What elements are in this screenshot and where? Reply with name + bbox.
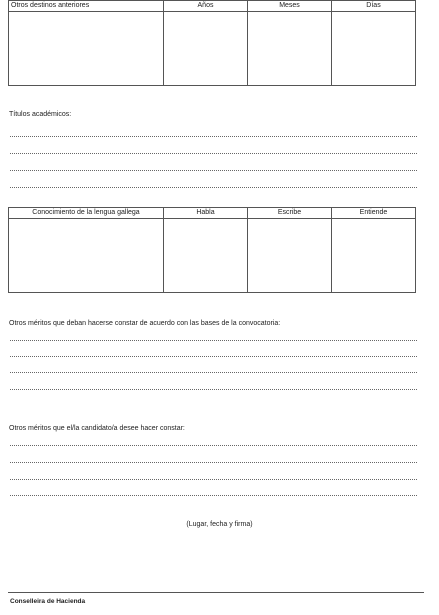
footer-divider — [8, 592, 424, 593]
academic-titles-label: Títulos académicos: — [9, 111, 72, 118]
table-row — [9, 12, 416, 86]
other-merits-candidate-line[interactable] — [10, 495, 417, 496]
column-header-days: Días — [332, 1, 416, 12]
destinations-cell[interactable] — [9, 12, 164, 86]
other-merits-candidate-label: Otros méritos que el/la candidato/a desee hacer constar: — [9, 425, 185, 432]
column-header-understands: Entiende — [332, 208, 416, 219]
table-header-row — [9, 208, 416, 219]
galician-language-table — [8, 207, 416, 293]
academic-titles-line[interactable] — [10, 187, 417, 188]
understands-cell[interactable] — [332, 219, 416, 293]
academic-titles-line[interactable] — [10, 136, 417, 137]
other-merits-bases-line[interactable] — [10, 340, 417, 341]
table-header-row — [9, 1, 416, 12]
previous-destinations-table — [8, 0, 416, 86]
column-header-months: Meses — [248, 1, 332, 12]
table-row — [9, 219, 416, 293]
other-merits-candidate-line[interactable] — [10, 445, 417, 446]
other-merits-bases-label: Otros méritos que deban hacerse constar de acuerdo con las bases de la convocatoria: — [9, 320, 281, 327]
academic-titles-line[interactable] — [10, 153, 417, 154]
months-cell[interactable] — [248, 12, 332, 86]
column-header-years: Años — [164, 1, 248, 12]
other-merits-bases-line[interactable] — [10, 372, 417, 373]
footer-department: Conselleira de Hacienda — [10, 598, 86, 605]
column-header-writes: Escribe — [248, 208, 332, 219]
other-merits-bases-line[interactable] — [10, 356, 417, 357]
other-merits-candidate-line[interactable] — [10, 462, 417, 463]
column-header-language: Conocimiento de la lengua gallega — [9, 208, 164, 219]
column-header-destinations: Otros destinos anteriores — [9, 1, 164, 12]
writes-cell[interactable] — [248, 219, 332, 293]
academic-titles-line[interactable] — [10, 170, 417, 171]
speaks-cell[interactable] — [164, 219, 248, 293]
other-merits-bases-line[interactable] — [10, 389, 417, 390]
days-cell[interactable] — [332, 12, 416, 86]
column-header-speaks: Habla — [164, 208, 248, 219]
years-cell[interactable] — [164, 12, 248, 86]
signature-place-date: (Lugar, fecha y firma) — [186, 521, 253, 528]
language-cell[interactable] — [9, 219, 164, 293]
other-merits-candidate-line[interactable] — [10, 479, 417, 480]
